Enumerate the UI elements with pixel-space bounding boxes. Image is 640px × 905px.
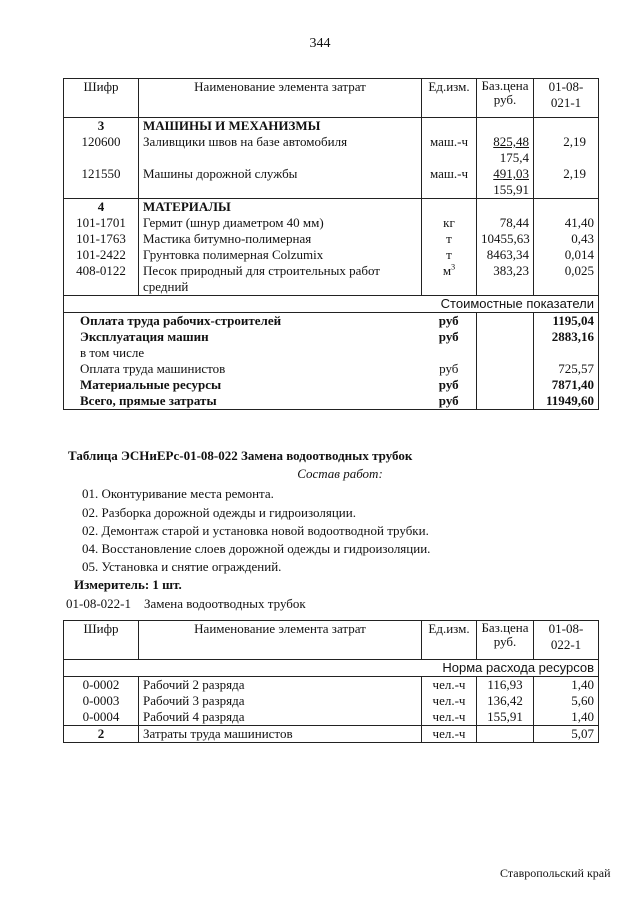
row-unit: чел.-ч [422,677,477,694]
page-number: 344 [309,36,331,51]
norm-code-line: 01-08-022-1 Замена водоотводных трубок [66,596,306,611]
table-heading: Таблица ЭСНиЕРс-01-08-022 Замена водоотводных трубок [68,448,413,463]
row-name: Гермит (шнур диаметром 40 мм) [139,215,422,231]
row-code: 120600 [64,134,139,166]
row-unit: т [422,247,477,263]
row-value: 2,19 [534,166,599,199]
row-price: 10455,63 [477,231,534,247]
row-unit: чел.-ч [422,693,477,709]
section-row [64,199,599,216]
row-unit: чел.-ч [422,726,477,743]
row-code: 121550 [64,166,139,199]
resource-norm-label: Норма расхода ресурсов [64,660,599,677]
cost-value: 7871,40 [534,377,599,393]
row-price: 383,23 [477,263,534,296]
header-price: Баз.цена руб. [477,621,534,660]
table-row [64,709,599,726]
cost-label: Оплата труда машинистов [64,361,422,377]
cost-unit: руб [422,329,477,345]
measure-unit: Измеритель: 1 шт. [74,577,182,592]
cost-row [64,361,599,377]
section-title: МАШИНЫ И МЕХАНИЗМЫ [139,118,422,135]
row-unit: т [422,231,477,247]
header-name: Наименование элемента затрат [139,621,422,660]
row-value: 0,025 [534,263,599,296]
table-row [64,263,599,296]
section-num: 4 [64,199,139,216]
row-name: Рабочий 3 разряда [139,693,422,709]
row-price: 78,44 [477,215,534,231]
header-unit: Ед.изм. [422,621,477,660]
work-step: 05. Установка и снятие ограждений. [82,559,282,574]
cost-row [64,329,599,345]
section-title: МАТЕРИАЛЫ [139,199,422,216]
cost-row [64,313,599,330]
row-code: 101-1763 [64,231,139,247]
header-norm: 01-08-022-1 [534,621,599,660]
table-header-row [64,621,599,660]
table-row [64,166,599,199]
table-row [64,231,599,247]
row-name: Мастика битумно-полимерная [139,231,422,247]
row-value: 1,40 [534,677,599,694]
norm-label-row [64,660,599,677]
row-code: 408-0122 [64,263,139,296]
cost-unit: руб [422,313,477,330]
section-row [64,118,599,135]
work-step: 02. Демонтаж старой и установка новой водоотводной трубки. [82,523,429,538]
table-row [64,693,599,709]
resources-table-021 [63,78,599,410]
row-name: Грунтовка полимерная Colzumix [139,247,422,263]
row-unit: чел.-ч [422,709,477,726]
row-price [477,726,534,743]
row-price: 116,93 [477,677,534,694]
table-row [64,247,599,263]
work-composition-title: Состав работ: [297,466,383,481]
footer-region: Ставропольский край [500,866,611,880]
row-unit: маш.-ч [422,166,477,199]
cost-value: 2883,16 [534,329,599,345]
cost-row [64,393,599,410]
cost-row [64,345,599,361]
row-name: Рабочий 2 разряда [139,677,422,694]
cost-unit: руб [422,377,477,393]
row-value: 0,014 [534,247,599,263]
row-price: 8463,34 [477,247,534,263]
cost-unit [422,345,477,361]
table-header-row [64,79,599,118]
row-code: 101-1701 [64,215,139,231]
cost-label: Материальные ресурсы [64,377,422,393]
work-step: 01. Оконтуривание места ремонта. [82,486,274,501]
header-price: Баз.цена руб. [477,79,534,118]
cost-unit: руб [422,361,477,377]
row-unit: кг [422,215,477,231]
row-name: Машины дорожной службы [139,166,422,199]
row-price: 155,91 [477,709,534,726]
row-name: Затраты труда машинистов [139,726,422,743]
row-unit: м [442,263,452,278]
row-unit: маш.-ч [422,134,477,166]
resources-table-022 [63,620,599,743]
row-value: 0,43 [534,231,599,247]
row-price-sub: 175,4 [499,150,529,165]
section-num: 3 [64,118,139,135]
work-step: 02. Разборка дорожной одежды и гидроизоляции. [82,505,356,520]
row-value: 5,60 [534,693,599,709]
header-name: Наименование элемента затрат [139,79,422,118]
row-name: Заливщики швов на базе автомобиля [139,134,422,166]
cost-row [64,377,599,393]
row-code: 101-2422 [64,247,139,263]
row-price-sub: 155,91 [493,182,529,197]
row-value: 1,40 [534,709,599,726]
header-code: Шифр [64,79,139,118]
row-value: 5,07 [534,726,599,743]
cost-label: в том числе [64,345,422,361]
row-value: 2,19 [534,134,599,166]
cost-value: 1195,04 [534,313,599,330]
cost-label: Всего, прямые затраты [64,393,422,410]
row-unit-sup: 3 [451,262,456,272]
cost-label: Эксплуатация машин [64,329,422,345]
header-norm: 01-08-021-1 [534,79,599,118]
row-code: 0-0004 [64,709,139,726]
row-price: 136,42 [477,693,534,709]
table-row [64,677,599,694]
row-code: 0-0002 [64,677,139,694]
cost-value [534,345,599,361]
cost-indicators-label: Стоимостные показатели [64,296,599,313]
row-value: 41,40 [534,215,599,231]
cost-label: Оплата труда рабочих-строителей [64,313,422,330]
header-code: Шифр [64,621,139,660]
row-price: 825,48 [493,134,529,149]
work-step: 04. Восстановление слоев дорожной одежды и гидроизоляции. [82,541,431,556]
row-price: 491,03 [493,166,529,181]
table-row [64,215,599,231]
header-unit: Ед.изм. [422,79,477,118]
table-row [64,134,599,166]
cost-value: 725,57 [534,361,599,377]
cost-label-row [64,296,599,313]
row-name: Песок природный для строительных работ средний [139,263,422,296]
cost-value: 11949,60 [534,393,599,410]
row-code: 0-0003 [64,693,139,709]
total-row [64,726,599,743]
row-code: 2 [64,726,139,743]
cost-unit: руб [422,393,477,410]
row-name: Рабочий 4 разряда [139,709,422,726]
